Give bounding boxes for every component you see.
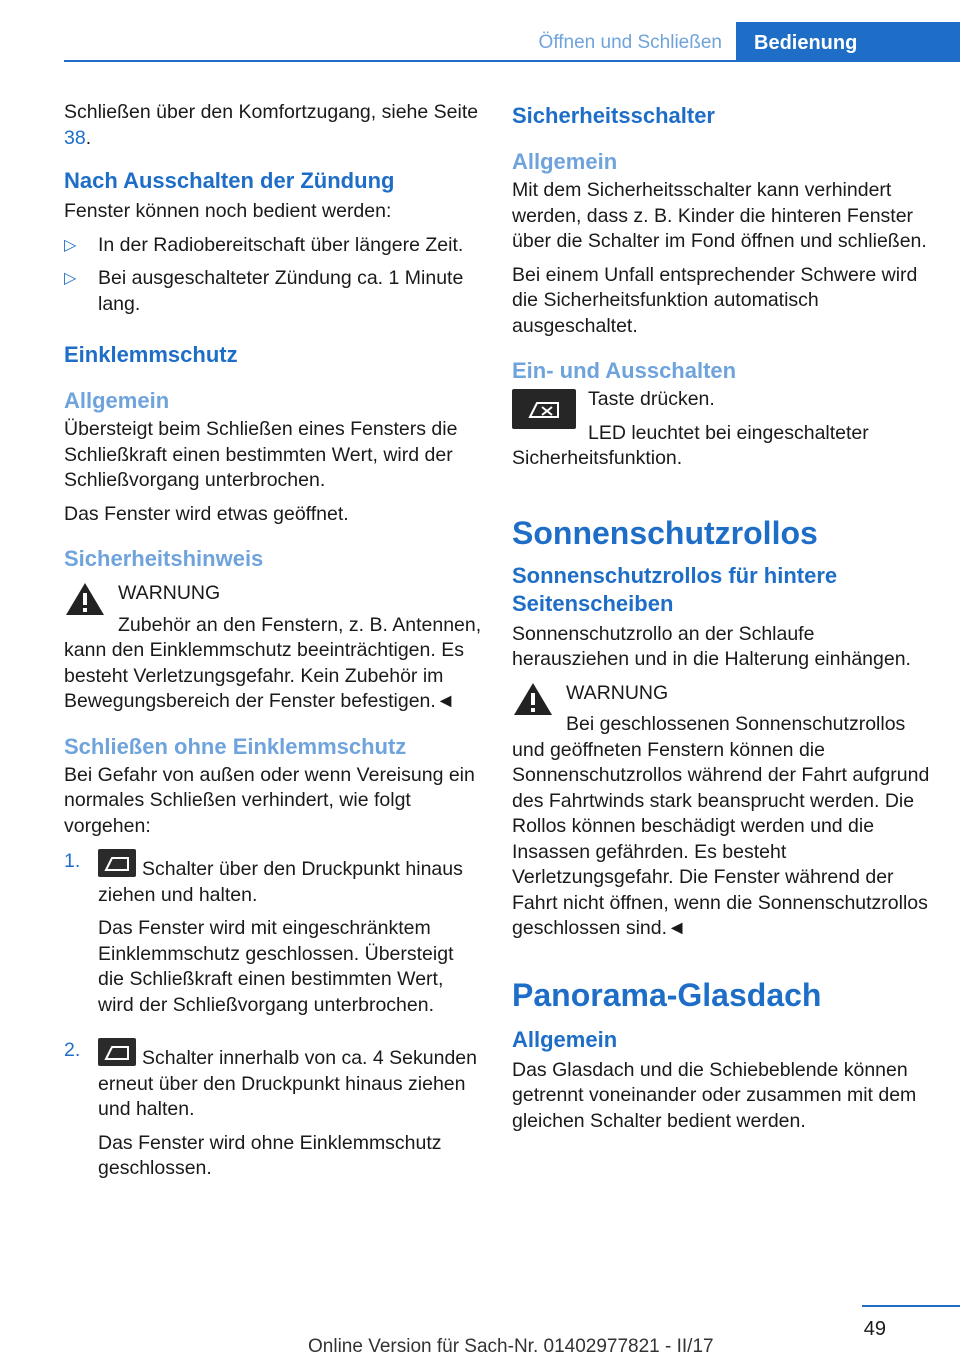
- warning-box: [64, 581, 482, 715]
- warning-title: WARNUNG: [118, 582, 221, 604]
- heading-sicherheitshinweis: Sicherheitshinweis: [64, 546, 264, 571]
- ein-aus-paragraph-2: LED leuchtet bei eingeschalteter Sicherheitsfunktion.: [512, 421, 869, 469]
- heading-schliessen-ohne: Schließen ohne Einklemmschutz: [64, 733, 407, 759]
- heading-sicherheitsschalter: Sicherheitsschalter: [512, 103, 715, 128]
- warning-title: WARNUNG: [566, 681, 669, 704]
- heading-ein-ausschalten: Ein- und Ausschalten: [512, 358, 737, 383]
- intro-end: .: [85, 126, 92, 149]
- header-rule: [64, 60, 960, 62]
- safety-switch-icon: [512, 389, 576, 429]
- ein-aus-block: [512, 387, 932, 480]
- page-number: 49: [863, 1318, 886, 1340]
- allgemein-paragraph-2: Das Fenster wird etwas geöffnet.: [64, 502, 349, 525]
- sonnen-text: Sonnenschutzrollo an der Schlaufe herausziehen und in die Halterung einhängen.: [512, 622, 911, 670]
- nach-text: Fenster können noch bedient werden:: [64, 200, 392, 222]
- left-column: [64, 100, 482, 1202]
- footer-rule: [862, 1305, 960, 1307]
- step-item: [64, 1038, 482, 1182]
- warning-box: [512, 681, 932, 942]
- header-section-title: Öffnen und Schließen: [538, 32, 722, 53]
- list-item: ▷ Bei ausgeschalteter Zündung ca. 1 Minute lang.: [64, 266, 482, 317]
- step-text: Schalter über den Druckpunkt hinaus ziehen und halten.: [98, 858, 463, 906]
- right-column: [512, 100, 932, 1142]
- heading-sonnenschutzrollos: Sonnenschutzrollos: [512, 514, 818, 551]
- warning-triangle-icon: [64, 581, 106, 617]
- step-number: 1.: [64, 850, 81, 872]
- panorama-text: Das Glasdach und die Schiebeblende können getrennt voneinander oder zusammen mit dem gleichen Schalter bedient werden.: [512, 1058, 917, 1132]
- nach-list: [64, 233, 482, 318]
- ein-aus-paragraph-1: Taste drücken.: [588, 388, 715, 410]
- step-number: 2.: [64, 1039, 81, 1061]
- window-switch-icon: [98, 849, 136, 877]
- header-chapter-tab: Bedienung: [736, 22, 960, 62]
- step-subtext: Das Fenster wird mit eingeschränktem Einklemmschutz geschlossen. Übersteigt die Schließkraft einen bestimmten Wert, wird der Schließvorgang unterbrochen.: [98, 917, 454, 1016]
- step-text: Schalter innerhalb von ca. 4 Sekunden erneut über den Druckpunkt hinaus ziehen und halten.: [98, 1047, 477, 1120]
- page-link-38[interactable]: 38: [64, 126, 86, 149]
- intro-text: Schließen über den Komfortzugang, siehe Seite: [64, 101, 479, 123]
- steps-list: [64, 849, 482, 1182]
- heading-panorama-allgemein: Allgemein: [512, 1026, 618, 1052]
- warning-text: Bei geschlossenen Sonnenschutzrollos und geöffneten Fenstern können die Sonnenschutzrollos während der Fahrt aufgrund des Fahrtwinds stark beansprucht werden. Die Rollos können beschädigt werden und die Insassen gefährden. Es besteht Verletzungsgefahr. Die Fenster während der Fahrt nicht öffnen, wenn die Sonnenschutzrollos geschlossen sind.◄: [512, 713, 930, 939]
- step-item: [64, 849, 482, 1018]
- warning-triangle-icon: [512, 681, 554, 717]
- heading-einklemmschutz: Einklemmschutz: [64, 342, 238, 367]
- heading-allgemein: Allgemein: [64, 388, 170, 413]
- footer-online-version: Online Version für Sach-Nr. 01402977821 - II/17: [308, 1336, 714, 1357]
- heading-sonnenschutzrollos-hintere: Sonnenschutzrollos für hintere Seitenscheiben: [512, 562, 838, 616]
- warning-text: Zubehör an den Fenstern, z. B. Antennen, kann den Einklemmschutz beeinträchtigen. Es besteht Verletzungsgefahr. Kein Zubehör im Bewegungsbereich der Fenster befestigen.◄: [64, 613, 482, 712]
- heading-panorama-glasdach: Panorama-Glasdach: [512, 976, 822, 1013]
- intro-paragraph: [64, 100, 482, 151]
- heading-nach-ausschalten: Nach Ausschalten der Zündung: [64, 168, 395, 193]
- step-subtext: Das Fenster wird ohne Einklemmschutz geschlossen.: [98, 1131, 442, 1179]
- window-switch-icon: [98, 1038, 136, 1066]
- sicherheitsschalter-paragraph-1: Mit dem Sicherheitsschalter kann verhindert werden, dass z. B. Kinder die hinteren Fenster über die Schalter im Fond öffnen und schließen.: [512, 179, 927, 252]
- sicherheitsschalter-paragraph-2: Bei einem Unfall entsprechender Schwere wird die Sicherheitsfunktion automatisch ausgeschaltet.: [512, 263, 918, 337]
- ohne-text: Bei Gefahr von außen oder wenn Vereisung ein normales Schließen verhindert, wie folgt vorgehen:: [64, 763, 475, 837]
- list-item: ▷ In der Radiobereitschaft über längere Zeit.: [64, 233, 482, 259]
- allgemein-paragraph-1: Übersteigt beim Schließen eines Fensters die Schließkraft einen bestimmten Wert, wird der Schließvorgang unterbrochen.: [64, 418, 458, 491]
- heading-allgemein: Allgemein: [512, 149, 618, 174]
